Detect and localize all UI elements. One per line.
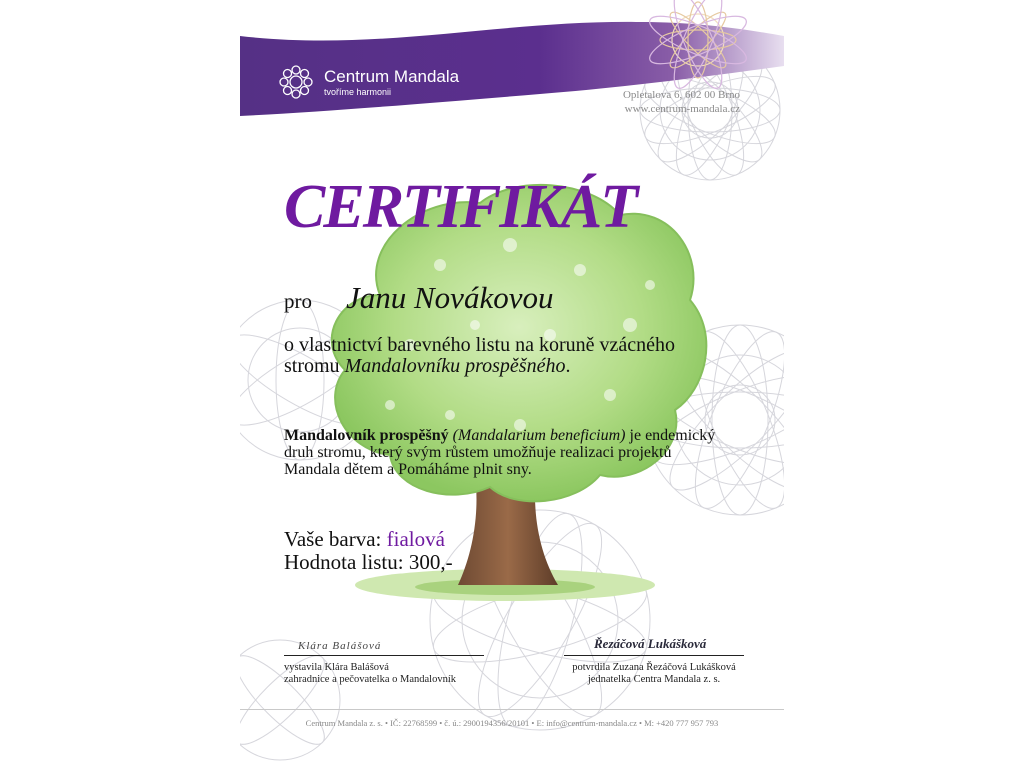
ownership-statement (284, 335, 704, 377)
tree-description (284, 427, 724, 478)
mandala-logo-icon (276, 62, 316, 102)
ownership-end: . (565, 355, 571, 377)
description-text: je endemický druh stromu, který svým růstem umožňuje realizaci projektů Mandala dětem a Pomáháme plnit sny. (284, 427, 716, 478)
certificate-title: CERTIFIKÁT (284, 173, 637, 241)
color-value: fialová (386, 527, 445, 551)
signature-left-caption-name: vystavila Klára Balášová (284, 662, 389, 673)
signature-left-block (284, 640, 484, 685)
signature-left-handwriting: Klára Balášová (298, 640, 382, 652)
color-label: Vaše barva: (284, 527, 387, 551)
brand-tagline: tvoříme harmonii (324, 86, 392, 97)
signature-right-line (564, 655, 744, 656)
address-street: Opletalova 6, 602 00 Brno (622, 89, 740, 101)
signature-right-caption-name: potvrdila Zuzana Řezáčová Lukášková (572, 662, 736, 673)
address-block (623, 88, 740, 116)
description-title: Mandalovník prospěšný (284, 427, 449, 444)
color-line (284, 528, 445, 551)
signature-left-line (284, 655, 484, 656)
footer-contact: Centrum Mandala z. s. • IČ: 22768599 • č. ú.: 2900194356/20101 • E: info@centrum-mandala.cz • M: +420 777 957 793 (305, 718, 719, 728)
for-label: pro (284, 289, 312, 313)
recipient-name: Janu Novákovou (346, 280, 554, 315)
brand-name: Centrum Mandala (324, 66, 460, 86)
signature-right-caption-role: jednatelka Centra Mandala z. s. (587, 673, 721, 685)
address-website: www.centrum-mandala.cz (624, 103, 740, 115)
description-latin: (Mandalarium beneficium) (448, 427, 626, 444)
ownership-tree-name: Mandalovníku prospěšného (344, 355, 566, 377)
certificate-page (240, 0, 784, 768)
signature-left-caption-role: zahradnice a pečovatelka o Mandalovník (284, 673, 457, 685)
leaf-value: Hodnota listu: 300,- (284, 550, 453, 574)
brand-block (276, 62, 459, 102)
signature-right-block (564, 632, 744, 685)
signature-right-handwriting: Řezáčová Lukášková (594, 636, 707, 651)
footer-divider (240, 709, 784, 710)
recipient-line (284, 280, 553, 316)
ownership-text: o vlastnictví barevného listu na koruně vzácného stromu (284, 334, 675, 377)
